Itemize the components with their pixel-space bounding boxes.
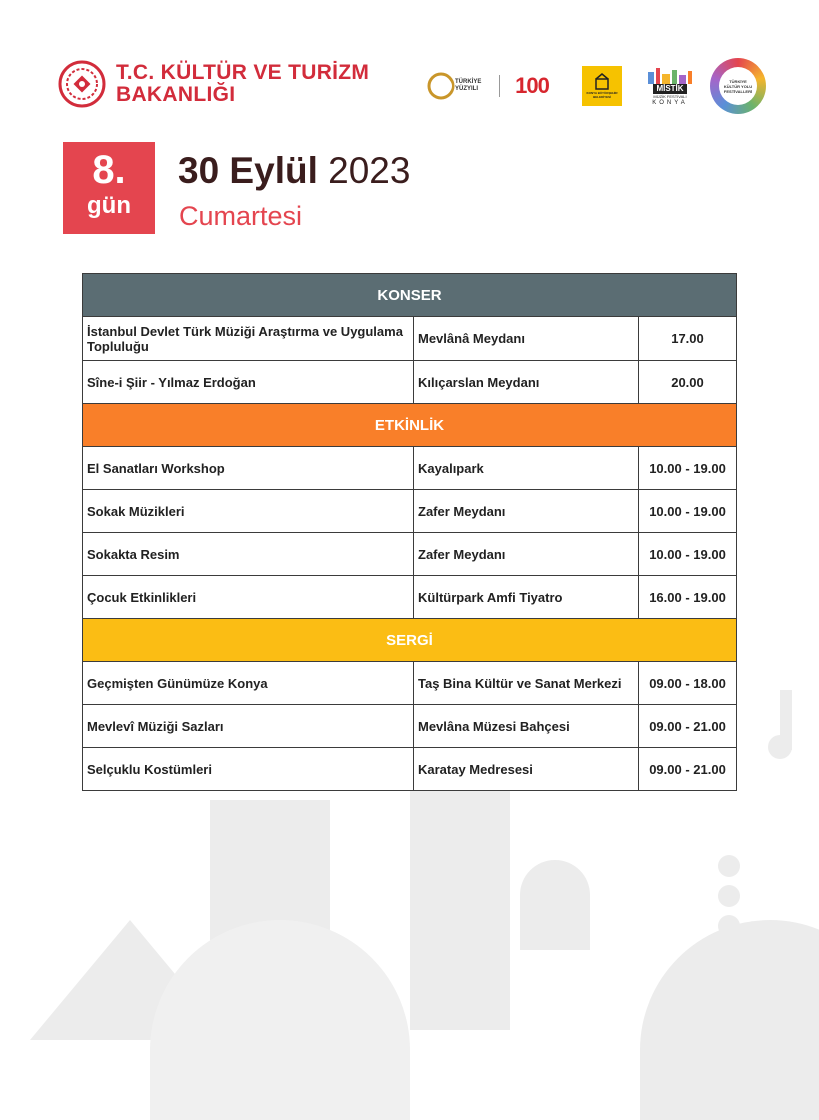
event-time: 10.00 - 19.00 (639, 533, 737, 576)
mistik-title: MİSTİK (653, 84, 686, 94)
table-row (83, 490, 737, 533)
event-time: 09.00 - 21.00 (639, 748, 737, 791)
tkyf-text: TÜRKİYE KÜLTÜR YOLU FESTİVALLERİ (723, 78, 753, 94)
music-note-decor (768, 735, 792, 759)
table-row (83, 662, 737, 705)
ministry-logo (58, 60, 369, 108)
event-place: Zafer Meydanı (414, 533, 639, 576)
konya-bb-icon (593, 73, 611, 91)
section-title: SERGİ (83, 619, 737, 662)
event-name: Selçuklu Kostümleri (83, 748, 414, 791)
table-row (83, 447, 737, 490)
hundred-year-logo (506, 66, 558, 106)
table-row (83, 361, 737, 404)
table-row (83, 576, 737, 619)
schedule-table (82, 273, 737, 791)
event-name: İstanbul Devlet Türk Müziği Araştırma ve Uygulama Topluluğu (83, 317, 414, 361)
turkiye-yuzyili-icon (427, 72, 455, 100)
skyline-icon (646, 66, 694, 84)
event-time: 10.00 - 19.00 (639, 490, 737, 533)
event-time: 09.00 - 18.00 (639, 662, 737, 705)
event-place: Kültürpark Amfi Tiyatro (414, 576, 639, 619)
event-name: Sokakta Resim (83, 533, 414, 576)
tkyf-logo (710, 58, 766, 114)
section-header-konser (83, 274, 737, 317)
schedule-body (83, 274, 737, 791)
mistik-festival-logo (644, 60, 696, 112)
event-place: Mevlâna Müzesi Bahçesi (414, 705, 639, 748)
ministry-name-line1: T.C. KÜLTÜR VE TURİZM (116, 61, 370, 84)
event-place: Zafer Meydanı (414, 490, 639, 533)
table-row (83, 748, 737, 791)
section-header-sergi (83, 619, 737, 662)
hundred-year-text: 100 (515, 73, 549, 98)
tkyf-inner (719, 67, 757, 105)
bg-decor (410, 790, 510, 1030)
partner-logos (425, 58, 766, 114)
turkiye-yuzyili-text: TÜRKİYE YÜZYILI (455, 79, 482, 92)
bg-decor (640, 920, 819, 1120)
turkiye-yuzyili-logo (425, 66, 493, 106)
date-year: 2023 (328, 150, 411, 191)
event-place: Kılıçarslan Meydanı (414, 361, 639, 404)
day-number: 8. (92, 148, 126, 192)
event-name: Geçmişten Günümüze Konya (83, 662, 414, 705)
event-time: 17.00 (639, 317, 737, 361)
event-name: Sokak Müzikleri (83, 490, 414, 533)
event-time: 16.00 - 19.00 (639, 576, 737, 619)
section-title: ETKİNLİK (83, 404, 737, 447)
bg-decor (150, 920, 410, 1120)
event-place: Mevlânâ Meydanı (414, 317, 639, 361)
konya-bb-logo (582, 66, 622, 106)
event-name: Mevlevî Müziği Sazları (83, 705, 414, 748)
day-badge (63, 142, 155, 234)
ministry-name-line2: BAKANLIĞI (116, 83, 236, 106)
table-row (83, 533, 737, 576)
event-time: 10.00 - 19.00 (639, 447, 737, 490)
event-time: 20.00 (639, 361, 737, 404)
ministry-emblem-icon (58, 60, 106, 108)
logo-divider (499, 75, 500, 97)
date-day-month: 30 Eylül (178, 150, 318, 191)
section-title: KONSER (83, 274, 737, 317)
event-time: 09.00 - 21.00 (639, 705, 737, 748)
event-place: Karatay Medresesi (414, 748, 639, 791)
mistik-city: KONYA (652, 99, 688, 106)
event-place: Kayalıpark (414, 447, 639, 490)
bg-decor (520, 860, 590, 950)
day-label: gün (87, 192, 131, 219)
dot-decor (718, 915, 740, 937)
table-row (83, 317, 737, 361)
event-name: El Sanatları Workshop (83, 447, 414, 490)
event-name: Çocuk Etkinlikleri (83, 576, 414, 619)
event-name: Sîne-i Şiir - Yılmaz Erdoğan (83, 361, 414, 404)
ministry-name (116, 62, 369, 106)
section-header-etkinlik (83, 404, 737, 447)
table-row (83, 705, 737, 748)
date-heading (178, 150, 410, 192)
weekday: Cumartesi (179, 201, 303, 231)
mistik-sub: MÜZİK FESTİVALİ (653, 93, 687, 99)
event-place: Taş Bina Kültür ve Sanat Merkezi (414, 662, 639, 705)
dot-decor (718, 885, 740, 907)
konya-bb-text: KONYA BÜYÜKŞEHİR BELEDİYESİ (586, 91, 618, 99)
dot-decor (718, 855, 740, 877)
